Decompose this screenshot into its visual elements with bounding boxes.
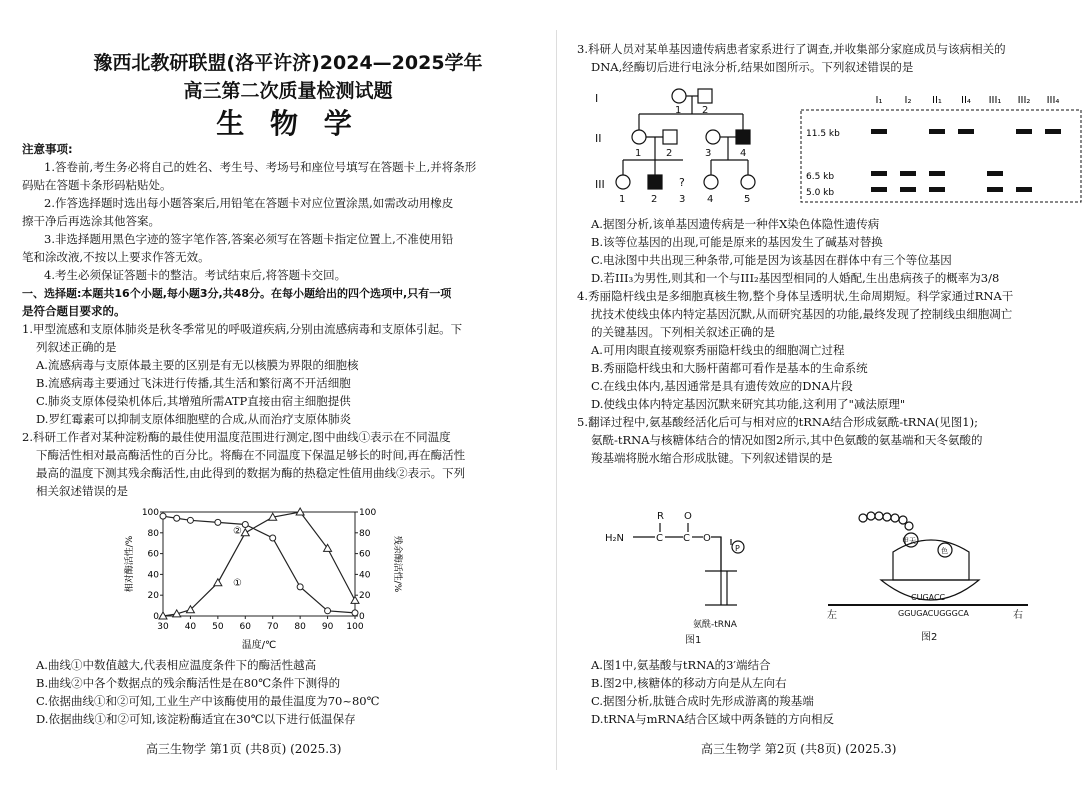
q2-stem-2: 下酶活性相对最高酶活性的百分比。将酶在不同温度下保温足够长的时间,再在酶活性 (36, 448, 466, 462)
q3-option-c: C.电泳图中共出现三种条带,可能是因为该基因在群体中有三个等位基因 (591, 253, 952, 267)
q4-option-a: A.可用肉眼直接观察秀丽隐杆线虫的细胞凋亡过程 (591, 343, 845, 357)
q3-option-b: B.该等位基因的出现,可能是原来的基因发生了碱基对替换 (591, 235, 883, 249)
q4-stem-2: 扰技术使线虫体内特定基因沉默,从而研究基因的功能,最终发现了控制线虫细胞凋亡 (591, 307, 1013, 321)
footer-page-2: 高三生物学 第2页 (共8页) (2025.3) (701, 742, 897, 756)
carbon-b: C (683, 533, 690, 544)
q2-stem-1: 2.科研工作者对某种淀粉酶的最佳使用温度范围进行测定,图中曲线①表示在不同温度 (22, 430, 451, 444)
label-II3: 3 (705, 148, 712, 159)
gen-label-3: III (595, 178, 605, 191)
gel-band (929, 187, 945, 192)
lane-label: I₁ (875, 95, 883, 106)
notice-3b: 笔和涂改液,不按以上要求作答无效。 (22, 250, 210, 264)
y-tick-label: 0 (153, 612, 159, 622)
series-1-point (214, 579, 222, 586)
x-tick-label: 30 (157, 622, 169, 632)
notice-4: 4.考生必须保证答题卡的整洁。考试结束后,将答题卡交回。 (44, 268, 347, 282)
y-tick-label: 40 (147, 570, 159, 581)
notice-3: 3.非选择题用黑色字迹的签字笔作答,答案必须写在答题卡指定位置上,不准使用铅 (44, 232, 454, 246)
x-axis-label: 温度/℃ (241, 640, 277, 651)
gel-band (987, 171, 1003, 176)
amino-group: H₂N (605, 533, 625, 544)
mrna-seq: GGUGACUGGGCA (898, 609, 969, 618)
q3-stem-1: 3.科研人员对某单基因遗传病患者家系进行了调查,并收集部分家庭成员与该病相关的 (577, 42, 1006, 56)
x-tick-label: 70 (266, 622, 279, 632)
carbon-a: C (656, 533, 663, 544)
curve-2-label: ② (233, 526, 242, 537)
q5-option-a: A.图1中,氨基酸与tRNA的3′端结合 (591, 658, 771, 672)
label-III3: 3 (679, 194, 686, 205)
q4-stem-3: 的关键基因。下列相关叙述正确的是 (591, 325, 775, 339)
pedigree-III2 (648, 175, 662, 189)
q1-option-d: D.罗红霉素可以抑制支原体细胞壁的合成,从而治疗支原体肺炎 (36, 412, 352, 426)
phosphate-label: P (735, 544, 740, 553)
label-III1: 1 (619, 194, 626, 205)
series-2-line (163, 516, 355, 613)
pedigree-III1 (616, 175, 630, 189)
lane-label: II₁ (932, 95, 942, 106)
q5-option-b: B.图2中,核糖体的移动方向是从左向右 (591, 676, 787, 690)
pedigree-II4 (736, 130, 750, 144)
series-1-line (163, 512, 355, 616)
gen-label-2: II (595, 132, 602, 145)
page-2 (573, 0, 1085, 800)
direction-left: 左 (827, 610, 837, 621)
lane-label: III₁ (988, 95, 1002, 106)
y2-tick-label: 80 (359, 528, 371, 539)
y2-tick-label: 20 (359, 591, 371, 602)
pedigree-II2 (663, 130, 677, 144)
label-II2: 2 (666, 148, 673, 159)
label-II1: 1 (635, 148, 642, 159)
gel-band (900, 171, 916, 176)
q4-option-c: C.在线虫体内,基因通常是具有遗传效应的DNA片段 (591, 379, 853, 393)
y-tick-label: 80 (147, 528, 159, 539)
ribosome-large-subunit (893, 540, 969, 580)
y2-tick-label: 60 (359, 549, 371, 560)
series-1-point (241, 529, 249, 536)
section1-line2: 是符合题目要求的。 (22, 304, 126, 318)
label-I2: 2 (702, 105, 709, 116)
lane-label: III₂ (1017, 95, 1031, 106)
gel-band (987, 187, 1003, 192)
subject-title: 生 物 学 (216, 107, 360, 140)
notice-1: 1.答卷前,考生务必将自己的姓名、考生号、考场号和座位号填写在答题卡上,并将条形 (44, 160, 477, 174)
gel-band (1016, 129, 1032, 134)
pedigree-diagram (593, 80, 783, 210)
kb-label-6-5: 6.5 kb (806, 172, 835, 182)
gel-band (958, 129, 974, 134)
amino-acid-label-2: 色 (941, 547, 948, 555)
y2-tick-label: 100 (359, 508, 377, 518)
pedigree-II3 (706, 130, 720, 144)
enzyme-activity-chart (118, 500, 418, 655)
series-2-point (160, 513, 166, 519)
x-tick-label: 50 (212, 622, 224, 632)
gel-band (871, 129, 887, 134)
label-III2: 2 (651, 194, 658, 205)
oxygen: O (684, 511, 692, 522)
series-2-point (325, 608, 331, 614)
series-2-point (187, 517, 193, 523)
series-2-point (270, 535, 276, 541)
exam-title-line2: 高三第二次质量检测试题 (183, 80, 393, 102)
gel-band (1045, 129, 1061, 134)
series-2-point (352, 610, 358, 616)
y-tick-label: 60 (147, 549, 159, 560)
pedigree-II1 (632, 130, 646, 144)
lane-label: III₄ (1046, 95, 1060, 106)
y2-axis-label: 残余酶活性/% (392, 535, 402, 593)
q2-option-c: C.依据曲线①和②可知,工业生产中该酶使用的最佳温度为70~80℃ (36, 694, 380, 708)
trna-label: 氨酰-tRNA (693, 620, 737, 630)
pedigree-I1 (672, 89, 686, 103)
q1-stem-1: 1.甲型流感和支原体肺炎是秋冬季常见的呼吸道疾病,分别由流感病毒和支原体引起。下 (22, 322, 463, 336)
q2-option-b: B.曲线②中各个数据点的残余酶活性是在80℃条件下测得的 (36, 676, 341, 690)
y2-tick-label: 0 (359, 612, 365, 622)
curve-1-label: ① (233, 578, 242, 589)
notice-1b: 码贴在答题卡条形码粘贴处。 (22, 178, 172, 192)
q4-option-d: D.使线虫体内特定基因沉默来研究其功能,这利用了"减法原理" (591, 397, 906, 411)
exam-title-line1: 豫西北教研联盟(洛平许济)2024—2025学年 (93, 52, 483, 74)
footer-page-1: 高三生物学 第1页 (共8页) (2025.3) (146, 742, 342, 756)
anticodon-seq: CUGACC (911, 593, 946, 602)
kb-label-11-5: 11.5 kb (806, 129, 840, 139)
q1-option-a: A.流感病毒与支原体最主要的区别是有无以核膜为界限的细胞核 (36, 358, 359, 372)
pedigree-III4 (704, 175, 718, 189)
label-III4: 4 (707, 194, 714, 205)
y-axis-label: 相对酶活性/% (125, 535, 135, 593)
direction-right: 右 (1013, 610, 1023, 621)
pedigree-III3-unknown: ? (679, 176, 685, 189)
series-2-point (174, 515, 180, 521)
q2-option-a: A.曲线①中数值越大,代表相应温度条件下的酶活性越高 (36, 658, 317, 672)
amino-acid-label-1: 甲天 (902, 537, 916, 545)
q2-option-d: D.依据曲线①和②可知,该淀粉酶适宜在30℃以下进行低温保存 (36, 712, 356, 726)
q3-stem-2: DNA,经酶切后进行电泳分析,结果如图所示。下列叙述错误的是 (591, 60, 914, 74)
figure-2-ribosome (823, 510, 1033, 645)
pedigree-III5 (741, 175, 755, 189)
chart-frame (163, 512, 355, 616)
y-tick-label: 100 (141, 508, 159, 518)
gel-band (929, 129, 945, 134)
y-tick-label: 20 (147, 591, 159, 602)
fig2-caption: 图2 (921, 632, 938, 643)
gel-band (900, 187, 916, 192)
q5-stem-2: 氨酰-tRNA与核糖体结合的情况如图2所示,其中色氨酸的氨基端和天冬氨酸的 (591, 433, 983, 447)
gel-band (871, 187, 887, 192)
series-2-point (242, 521, 248, 527)
gel-band (1016, 187, 1032, 192)
figure-1-aminoacyl-trna (603, 505, 783, 645)
q5-option-c: C.据图分析,肽链合成时先形成游离的羧基端 (591, 694, 814, 708)
label-I1: 1 (675, 105, 682, 116)
q1-option-b: B.流感病毒主要通过飞沫进行传播,其生活和繁衍离不开活细胞 (36, 376, 351, 390)
lane-label: II₄ (961, 95, 971, 106)
q2-stem-4: 相关叙述错误的是 (36, 484, 128, 498)
q5-stem-1: 5.翻译过程中,氨基酸经活化后可与相对应的tRNA结合形成氨酰-tRNA(见图1); (577, 415, 978, 429)
q4-stem-1: 4.秀丽隐杆线虫是多细胞真核生物,整个身体呈透明状,生命周期短。科学家通过RNA干 (577, 289, 1014, 303)
oxygen-ester: O (703, 533, 711, 544)
x-tick-label: 90 (321, 622, 334, 632)
x-tick-label: 40 (184, 622, 197, 632)
fig1-caption: 图1 (685, 635, 702, 645)
gen-label-1: I (595, 92, 599, 105)
q4-option-b: B.秀丽隐杆线虫和大肠杆菌都可看作是基本的生命系统 (591, 361, 868, 375)
y2-tick-label: 40 (359, 570, 371, 581)
q1-option-c: C.肺炎支原体侵染机体后,其增殖所需ATP直接由宿主细胞提供 (36, 394, 351, 408)
series-2-point (215, 519, 221, 525)
q3-option-d: D.若III₃为男性,则其和一个与III₂基因型相同的人婚配,生出患病孩子的概率为3/8 (591, 271, 1000, 285)
section1-line1: 一、选择题:本题共16个小题,每小题3分,共48分。在每小题给出的四个选项中,只有一项 (22, 287, 452, 300)
lane-label: I₂ (904, 95, 912, 106)
page-1 (18, 0, 538, 800)
notice-2: 2.作答选择题时选出每小题答案后,用铅笔在答题卡对应位置涂黑,如需改动用橡皮 (44, 196, 454, 210)
gel-band (929, 171, 945, 176)
q5-option-d: D.tRNA与mRNA结合区域中两条链的方向相反 (591, 712, 835, 726)
x-tick-label: 60 (239, 622, 252, 632)
x-tick-label: 80 (294, 622, 306, 632)
q5-stem-3: 羧基端将脱水缩合形成肽键。下列叙述错误的是 (591, 451, 833, 465)
column-divider (556, 30, 557, 770)
gel-band (871, 171, 887, 176)
pedigree-I2 (698, 89, 712, 103)
kb-label-5-0: 5.0 kb (806, 188, 835, 198)
notice-2b: 擦干净后再选涂其他答案。 (22, 214, 160, 228)
label-III5: 5 (744, 194, 751, 205)
q1-stem-2: 列叙述正确的是 (36, 340, 117, 354)
x-tick-label: 100 (346, 622, 364, 632)
electrophoresis-gel (798, 85, 1085, 210)
series-1-point (351, 596, 359, 603)
r-group: R (657, 511, 664, 522)
series-2-point (297, 584, 303, 590)
label-II4: 4 (740, 148, 747, 159)
q3-option-a: A.据图分析,该单基因遗传病是一种伴X染色体隐性遗传病 (591, 217, 880, 231)
q2-stem-3: 最高的温度下测其残余酶活性,由此得到的数据为酶的热稳定性值用曲线②表示。下列 (36, 466, 466, 480)
notice-title: 注意事项: (22, 142, 73, 156)
